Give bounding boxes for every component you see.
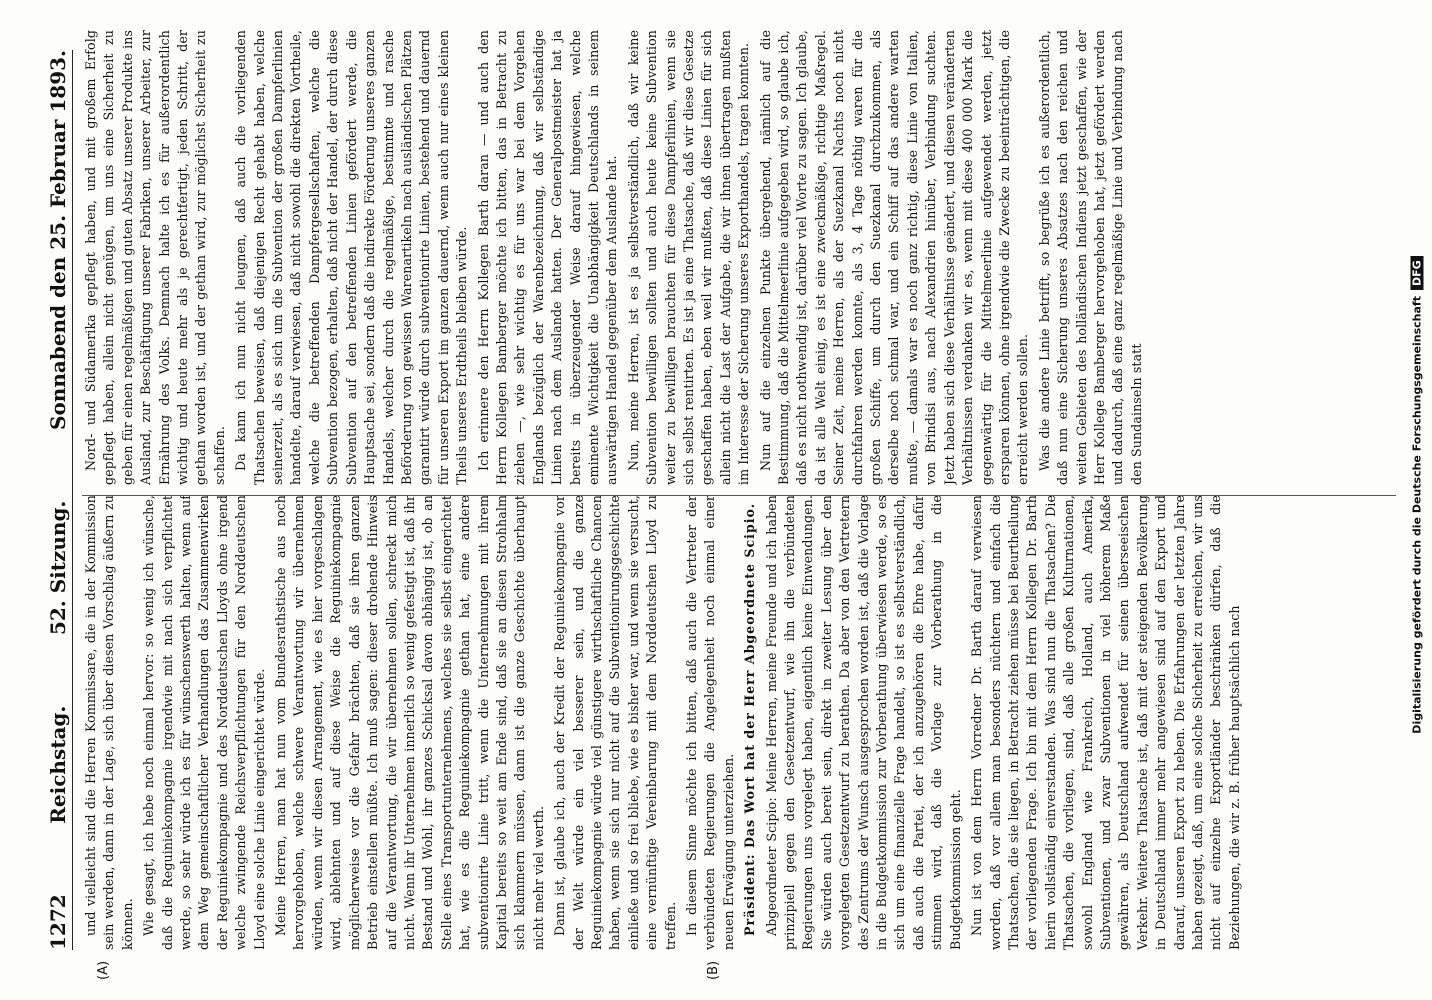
- margin-mark-a: (A): [96, 960, 111, 980]
- paragraph: Dann ist, glaube ich, auch der Kredit der Reguiniekompagnie vor der Welt würde ein viel besserer sein, und die ganze Reguiniekompagnie würde viel günstigere wirthschaftliche Chancen haben, wenn sie sich nur nicht auf die Subventionirungsgeschichte einließe und so frei bliebe, wie es bisher war, und wenn sie versucht, eine vernünftige Vereinbarung mit dem Norddeutschen Lloyd zu treffen.: [552, 495, 678, 950]
- header-center: 52. Sitzung.: [46, 500, 70, 636]
- paragraph: In diesem Sinne möchte ich bitten, daß auch die Vertreter der verbündeten Regierungen die Angelegenheit noch einmal einer neuen Erwägung unterziehen.: [684, 495, 736, 950]
- header-right: Sonnabend den 25. Februar 1893.: [46, 50, 70, 430]
- paragraph: und vielleicht sind die Herren Kommissare, die in der Kommission sein werden, dann in der Lage, sich über diesen Vorschlag äußern zu können.: [83, 495, 135, 950]
- page-header: [38, 50, 70, 950]
- header-rule: [72, 50, 73, 950]
- paragraph: Ich erinnere den Herrn Kollegen Barth daran — und auch den Herrn Kollegen Bamberger möchte ich bitten, das in Betracht zu ziehen —, wie sehr wichtig es für uns war bei dem Vorgehen Englands bezüglich der Warenbezeichnung, daß wir selbständige Linien nach dem Auslande hatten. Der Generalpostmeister hat ja bereits in überzeugender Weise darauf hingewiesen, welche eminente Wichtigkeit die Unabhängigkeit Deutschlands in seinem auswärtigen Handel gegenüber dem Auslande hat.: [475, 30, 620, 485]
- paragraph: Da kann ich nun nicht leugnen, daß auch die vorliegenden Thatsachen beweisen, daß diejenigen Recht gehabt haben, welche seinerzeit, als es sich um die Subvention der großen Dampferlinien handelte, darauf verwiesen, daß nicht sowohl die direkten Vortheile, welche die betreffenden Dampfergesellschaften, welche die Subvention bezogen, erhalten, daß nicht der Handel, der durch diese Subvention auf den betreffenden Linien gefördert werde, die Hauptsache sei, sondern daß die indirekte Förderung unseres ganzen Handels, welcher durch die regelmäßige, bestimmte und rasche Beförderung von gewissen Warenartikeln nach ausländischen Plätzen garantirt würde durch subventionirte Linien, bestehend und dauernd für unseren Export im ganzen dauernd, wenn auch nur eines kleinen Theils unseres Erdtheils bleiben würde.: [233, 30, 470, 485]
- rotated-page-content: [16, 10, 1416, 990]
- dfg-logo: DFG: [1411, 256, 1424, 290]
- paragraph: Nun ist von dem Herrn Vorredner Dr. Barth darauf verwiesen worden, daß vor allem man besonders nüchtern und einfach die Thatsachen, die sie liegen, in Betracht ziehen müsse bei Beurtheilung der vorliegenden Frage. Ich bin mit dem Herrn Kollegen Dr. Barth hierin vollständig einverstanden. Was sind nun die Thatsachen? Die Thatsachen, die vorliegen, sind, daß alle großen Kulturnationen, sowohl England wie Frankreich, Holland, auch Amerika, Subventionen, und zwar Subventionen in viel höherem Maße gewähren, als Deutschland aufwendet für seinen überseeischen Verkehr. Weitere Thatsache ist, daß mit der steigenden Bevölkerung in Deutschland immer mehr angewiesen sind auf den Export und darauf, unseren Export zu heben. Die Erfahrungen der letzten Jahre haben gezeigt, daß, um eine solche Sicherheit zu erreichen, wir uns nicht auf einzelne Exportländer beschränken dürfen, daß die Beziehungen, die wir z. B. früher hauptsächlich nach: [969, 495, 1242, 950]
- text-column-1: [82, 495, 1396, 950]
- paragraph: Wie gesagt, ich hebe noch einmal hervor: so wenig ich wünsche, daß die Reguiniekompagnie irgendwie mit nach sich verpflichtet werde, so sehr würde ich es für wünschenswerth halten, wenn auf dem Weg gemeinschaftlicher Verhandlungen das Zusammenwirken der Reguiniekompagnie und des Norddeutschen Lloyds ohne irgend welche zwingende Reichsverpflichtungen für den Norddeutschen Lloyd eine solche Linie eingerichtet würde.: [141, 495, 267, 950]
- paragraph: Nord- und Südamerika gepflegt haben, und mit großem Erfolg gepflegt haben, allein nicht genügen, um uns eine Sicherheit zu geben für einen regelmäßigen und guten Absatz unserer Produkte ins Ausland, zur Beschäftigung unserer Fabriken, unserer Arbeiter, zur Ernährung des Volks. Demnach halte ich es für außerordentlich wichtig und heute mehr als je gerechtfertigt, jeden Schritt, der gethan worden ist, und der gethan wird, zur möglichst Sicherheit zu schaffen.: [83, 30, 227, 485]
- paragraph: Präsident: Das Wort hat der Herr Abgeordnete Scipio.: [742, 502, 758, 936]
- header-left: Reichstag.: [46, 705, 70, 824]
- paragraph: Abgeordneter Scipio: Meine Herren, meine Freunde und ich haben prinzipiell gegen den Gesetzentwurf, wie ihn die verbündeten Regierungen uns vorgelegt haben, eigentlich keine Einwendungen. Sie würden auch bereit sein, direkt in zweiter Lesung über den vorgelegten Gesetzentwurf zu berathen. Da aber von den Vertretern des Zentrums der Wunsch ausgesprochen worden ist, daß die Vorlage in die Budgetkommission zur Vorberathung überwiesen werde, so es sich um eine finanzielle Frage handelt, so ist es selbstverständlich, daß auch die Partei, der ich anzugehören die Ehre habe, dafür stimmen wird, daß die Vorlage zur Vorberathung in die Budgetkommission geht.: [763, 495, 963, 950]
- margin-mark-b: (B): [706, 960, 721, 980]
- paragraph: Nun, meine Herren, ist es ja selbstverständlich, daß wir keine Subvention bewilligen sollten und auch heute keine Subvention weiter zu bewilligen brauchten für diese Dampferlinien, wenn sie sich selbst rentirten. Es ist ja eine Thatsache, daß wir diese Gesetze geschaffen haben, eben weil wir mußten, daß diese Linien für sich allein nicht die Last der Aufgabe, die wir ihnen übertragen mußten im Interesse der Sicherung unseres Exporthandels, tragen konnten.: [625, 30, 752, 485]
- stamp-text: Digitalisierung gefördert durch die Deutsche Forschungsgemeinschaft: [1410, 296, 1424, 734]
- paragraph: Nun auf die einzelnen Punkte übergehend, nämlich auf die Bestimmung, daß die Mittelmeerlinie aufgegeben wird, so glaube ich, daß es nicht nothwendig ist, darüber viel Worte zu sagen. Ich glaube, da ist alle Welt einig, es ist eine zweckmäßige, richtige Maßregel. Seiner Zeit, meine Herren, als der Suezkanal Nachts noch nicht durchfahren werden konnte, als 3, 4 Tage nöthig waren für die großen Schiffe, um durch den Suezkanal durchzukommen, als derselbe noch schmal war, und ein Schiff auf das andere warten mußte, — damals war es noch ganz richtig, diese Linie von Italien, von Brindisi aus, nach Alexandrien hinüber, Verbindung suchten. Jetzt haben sich diese Verhältnisse geändert, und diesen veränderten Verhältnissen verdanken wir es, wenn mit diese 400 000 Mark die gegenwärtig für die Mittelmeerlinie aufgewendet werden, jetzt ersparen können, ohne irgendwie die Zwecke zu beeinträchtigen, die erreicht werden sollen.: [757, 30, 1031, 485]
- text-column-2: [82, 30, 1396, 485]
- column-divider: [82, 495, 1396, 496]
- page-number: 1272: [46, 894, 70, 950]
- digitization-stamp: [1406, 30, 1428, 960]
- paragraph: Was die andere Linie betrifft, so begrüße ich es außerordentlich, daß nun eine Sicherung unseres Absatzes nach den reichen und weiten Gebieten des holländischen Indiens jetzt geschaffen, wie der Herr Kollege Bamberger hervorgehoben hat, jetzt gefördert werden und dadurch, daß eine ganz regelmäßige Linie und Verbindung nach den Sundainseln statt: [1036, 30, 1144, 485]
- paragraph: Meine Herren, man hat nun vom Bundesrathstische aus noch hervorgehoben, welche schwere Verantwortung wir übernehmen würden, wenn wir diesen Arrangement, wie es hier vorgeschlagen wird, ablehnten und auf diese Weise die Reguiniekompagnie möglicherweise vor die Gefahr brächten, daß sie ihren ganzen Betrieb einstellen müßte. Ich muß sagen: dieser drohende Hinweis auf die Verantwortung, die wir übernehmen sollen, schreckt mich nicht. Wenn ihr Unternehmen innerlich so wenig gefestigt ist, daß ihr Bestand und Wohl, ihr ganzes Schicksal davon abhängig ist, ob an Stelle eines Transportunternehmens, welches sie selbst eingerichtet hat, wie es die Reguiniekompagnie gethan hat, eine andere subventionirte Linie tritt, wenn die Unternehmungen mit ihrem Kapital bereits so weit am Ende sind, daß sie an diesen Strohhalm sich klammern müssen, dann ist die ganze Geschichte überhaupt nicht mehr viel werth.: [273, 495, 546, 950]
